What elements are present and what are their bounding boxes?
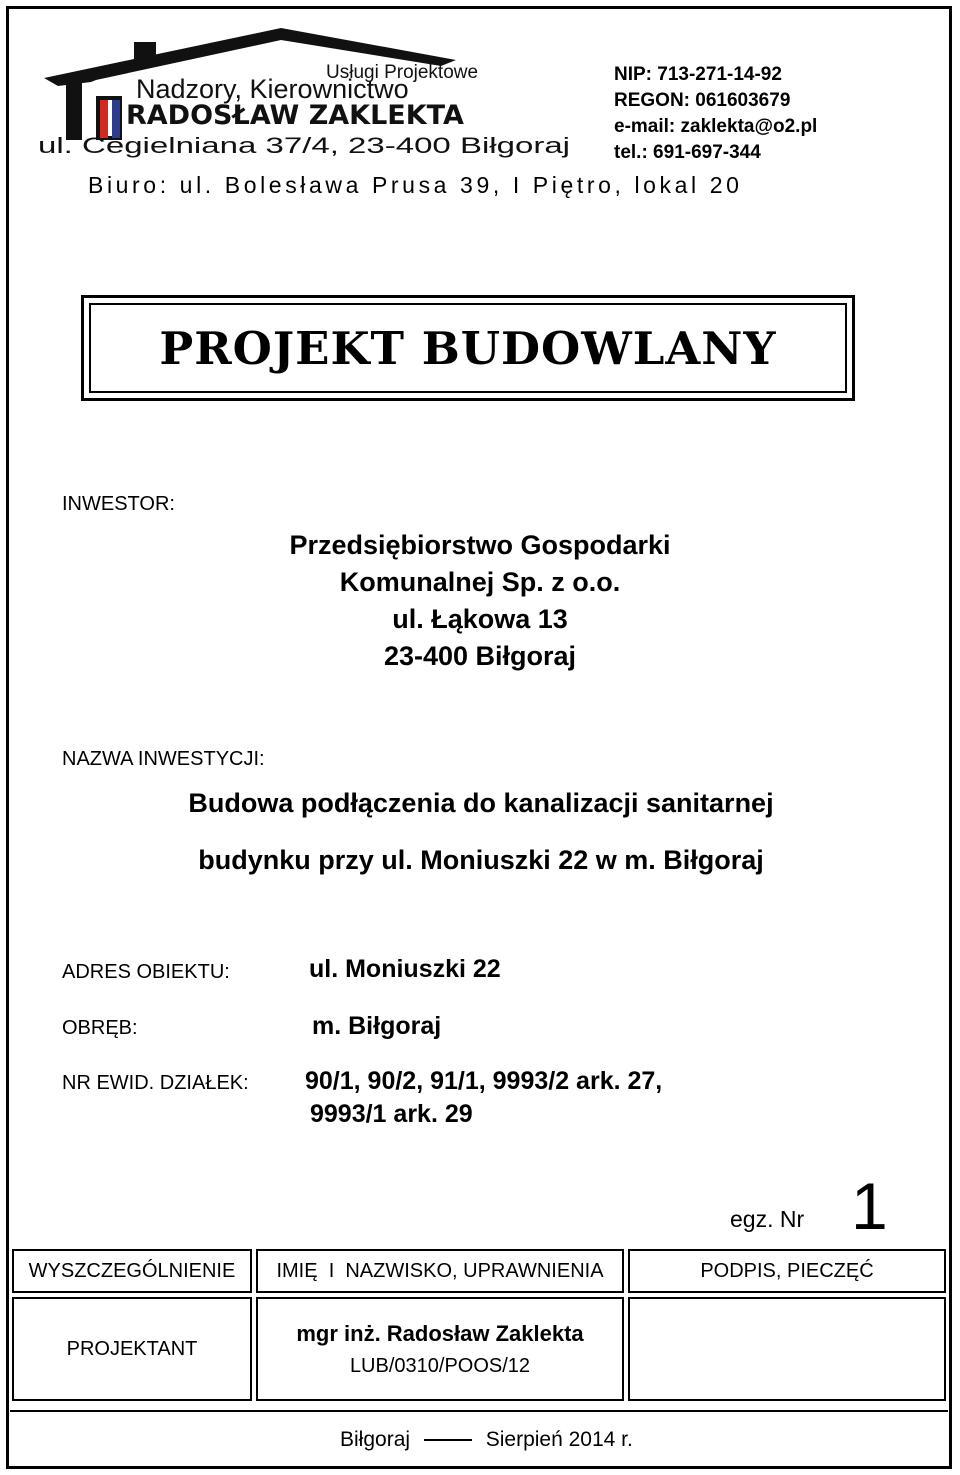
parcels-line-1: 90/1, 90/2, 91/1, 9993/2 ark. 27,: [305, 1067, 663, 1095]
parcels-line-2: 9993/1 ark. 29: [310, 1100, 473, 1128]
signature-cell: [628, 1297, 946, 1401]
document-title: PROJEKT BUDOWLANY: [159, 321, 777, 375]
precinct-label: OBRĘB:: [62, 1017, 138, 1039]
title-box: [81, 295, 855, 401]
designer-cell: [256, 1297, 624, 1401]
logo-line3: RADOSŁAW ZAKLEKTA: [126, 100, 464, 131]
copy-number: 1: [851, 1169, 888, 1243]
investor-line-4: 23-400 Biłgoraj: [383, 641, 577, 671]
precinct-value: m. Biłgoraj: [312, 1012, 442, 1040]
office-address: Biuro: ul. Bolesława Prusa 39, I Piętro, lokal 20: [88, 172, 743, 198]
table-header-row: [12, 1249, 946, 1293]
header-signature: PODPIS, PIECZĘĆ: [628, 1249, 946, 1293]
investor-line-2: Komunalnej Sp. z o.o.: [339, 567, 621, 597]
logo-chimney: [134, 42, 156, 64]
header-role: WYSZCZEGÓLNIENIE: [12, 1249, 252, 1293]
designer-name: mgr inż. Radosław Zaklekta: [296, 1320, 584, 1346]
contact-block: [614, 62, 817, 166]
copy-label: egz. Nr: [730, 1206, 805, 1232]
footer-dash: [424, 1439, 472, 1441]
investor-line-1: Przedsiębiorstwo Gospodarki: [289, 530, 671, 560]
logo-line4: ul. Cegielniana 37/4, 23-400 Biłgoraj: [38, 133, 570, 158]
table-row: [12, 1297, 946, 1401]
company-logo: [36, 20, 576, 165]
parcels-label: NR EWID. DZIAŁEK:: [62, 1072, 249, 1094]
investor-line-3: ul. Łąkowa 13: [392, 604, 568, 634]
address-label: ADRES OBIEKTU:: [62, 961, 230, 983]
address-value: ul. Moniuszki 22: [309, 955, 501, 983]
footer-line: [340, 1428, 633, 1452]
email: e-mail: zaklekta@o2.pl: [614, 116, 818, 137]
regon: REGON: 061603679: [614, 90, 791, 111]
signature-table: [8, 1245, 950, 1405]
designer-license: LUB/0310/POOS/12: [349, 1354, 531, 1377]
title-box-inner: [89, 303, 847, 393]
footer-date: Sierpień 2014 r.: [485, 1428, 633, 1451]
phone: tel.: 691-697-344: [614, 142, 761, 163]
header-name: IMIĘ I NAZWISKO, UPRAWNIENIA: [256, 1249, 624, 1293]
logo-line2: Nadzory, Kierownictwo: [136, 74, 409, 104]
logo-line1: Usługi Projektowe: [326, 62, 479, 83]
investment-line-1: Budowa podłączenia do kanalizacji sanitarnej: [188, 788, 774, 818]
investment-label: NAZWA INWESTYCJI:: [62, 748, 265, 770]
logo-house-wall-left: [66, 80, 82, 140]
investment-line-2: budynku przy ul. Moniuszki 22 w m. Biłgoraj: [198, 845, 764, 875]
footer-place: Biłgoraj: [340, 1428, 411, 1451]
role-cell: PROJEKTANT: [12, 1297, 252, 1401]
nip: NIP: 713-271-14-92: [614, 64, 782, 85]
investor-label: INWESTOR:: [62, 493, 175, 515]
